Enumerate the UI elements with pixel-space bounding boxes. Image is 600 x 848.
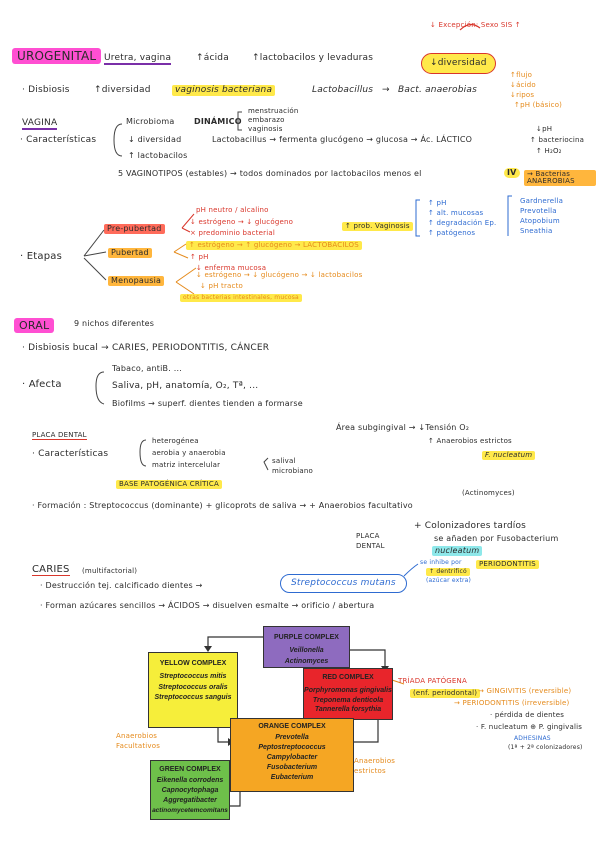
vagina-ph-2: ↑ bacteriocina: [530, 136, 585, 144]
gingivitis: → GINGIVITIS (reversible): [478, 687, 572, 695]
oral-title: ORAL: [14, 318, 54, 333]
se-anaden: se añaden por Fusobacterium: [434, 534, 559, 543]
pre-2: ↓ estrógeno → ↓ glucógeno: [190, 218, 294, 226]
orange-title: ORANGE COMPLEX: [258, 723, 326, 730]
afecta-3: Biofilms → superf. dientes tienden a formarse: [112, 399, 303, 408]
fnuc-pging: · F. nucleatum ⊕ P. gingivalis: [476, 723, 583, 731]
yellow-species: Streptococcus mitis: [159, 673, 227, 680]
caries-note: (multifactorial): [82, 567, 138, 575]
caries-2: · Forman azúcares sencillos → ÁCIDOS → disuelven esmalte → orificio / abertura: [40, 601, 375, 610]
vagina-tipo-iv: IV: [504, 168, 520, 178]
vagina-tipos: 5 VAGINOTIPOS (estables) → todos dominados por lactobacilos menos el: [118, 169, 422, 178]
uro-note-4: ↑pH (básico): [514, 101, 563, 109]
red-species: Treponema denticola: [312, 696, 384, 704]
pre-3: × predominio bacterial: [190, 229, 276, 237]
purple-title: PURPLE COMPLEX: [274, 634, 339, 641]
vagina-fermenta: Lactobacillus → fermenta glucógeno → glucosa → Ác. LÁCTICO: [212, 135, 473, 144]
strep-mutans: Streptococcus mutans: [280, 574, 407, 593]
uro-diversity: ↓diversidad: [421, 53, 496, 74]
formacion: · Formación : Streptococcus (dominante) + glicoprots de saliva → + Anaerobios facultativo: [32, 501, 413, 510]
afecta-1: Tabaco, antiB. ...: [112, 364, 182, 373]
area-fnuc: F. nucleatum: [482, 451, 535, 460]
placa-item-3: matriz intercelular: [152, 461, 221, 469]
yellow-title: YELLOW COMPLEX: [159, 660, 227, 667]
uro-lactobacillus: Lactobacillus: [312, 85, 374, 95]
anaerobe-1: Gardnerella: [520, 197, 564, 205]
orange-species: Fusobacterium: [266, 764, 318, 771]
placa-label: PLACA DENTAL: [32, 431, 87, 439]
vagina-dinamico: DINÁMICO: [194, 117, 242, 126]
base-patogenica: BASE PATOGÉNICA CRÍTICA: [116, 480, 222, 489]
green-species: Aggregatibacter: [163, 797, 217, 804]
vagina-caracteristicas: · Características: [20, 135, 97, 145]
oral-nichos: 9 nichos diferentes: [74, 319, 155, 328]
stage-prepubertad: Pre-pubertad: [104, 224, 165, 234]
vagina-cause-2: embarazo: [248, 116, 285, 124]
inhibe-2: ↑ dentrificó: [426, 568, 470, 576]
uro-disbiosis-div: ↑diversidad: [94, 85, 151, 95]
purple-species: Actinomyces: [284, 657, 329, 665]
vagina-tipo-iv-result: → Bacterias ANAEROBIAS: [524, 170, 596, 186]
meno-mid: ↓ enferma mucosa: [196, 264, 267, 272]
anaerob-est-1: Anaerobios: [354, 757, 396, 765]
tardios: + Colonizadores tardíos: [414, 521, 527, 531]
prob-3: ↑ degradación Ep.: [428, 219, 497, 227]
adhesinas: ADHESINAS: [514, 735, 551, 742]
uro-note-2: ↓ácido: [510, 81, 536, 89]
meno-4: otras bacterias intestinales, mucosa: [180, 294, 302, 302]
orange-species: Peptostreptococcus: [258, 744, 326, 751]
triada-2: (enf. periodontal): [410, 689, 480, 698]
periodontitis-tag: PERIODONTITIS: [476, 560, 539, 569]
adhesinas-2: (1ª + 2ª colonizadores): [508, 744, 583, 751]
green-species: Eikenella corrodens: [156, 777, 224, 784]
green-title: GREEN COMPLEX: [159, 766, 221, 773]
pub-1: ↑ estrógeno → ↑ glucógeno → LACTOBACILOS: [186, 241, 362, 250]
yellow-species: Streptococcus oralis: [158, 683, 228, 691]
uro-disbiosis-label: · Disbiosis: [22, 85, 70, 95]
uro-anaerobias: Bact. anaerobias: [398, 85, 477, 95]
periodontitis-note: → PERIODONTITIS (irreversible): [454, 699, 570, 707]
prob-vaginosis: ↑ prob. Vaginosis: [342, 222, 413, 231]
saliva-2: microbiano: [272, 467, 314, 475]
red-title: RED COMPLEX: [322, 674, 374, 681]
uro-arrow: →: [382, 85, 390, 95]
anaerob-est-2: estrictos: [354, 767, 386, 775]
inhibe-1: se inhibe por: [420, 559, 462, 566]
orange-species: Prevotella: [275, 734, 309, 741]
prob-2: ↑ alt. mucosas: [428, 209, 484, 217]
orange-species: Campylobacter: [266, 754, 318, 761]
prob-1: ↑ pH: [428, 199, 447, 207]
perdida: · pérdida de dientes: [490, 711, 565, 719]
orange-species: Eubacterium: [270, 774, 314, 781]
vagina-cause-1: menstruación: [248, 107, 299, 115]
uro-sites: Uretra, vagina: [104, 53, 172, 63]
actinomyces: (Actinomyces): [462, 489, 515, 497]
uro-note-1: ↑flujo: [510, 71, 533, 79]
yellow-species: Streptococcus sanguis: [154, 694, 232, 701]
green-species: Capnocytophaga: [161, 787, 219, 794]
anaerob-fac-2: Facultativos: [116, 742, 161, 750]
stage-pubertad: Pubertad: [108, 248, 152, 258]
stage-menopausia: Menopausia: [108, 276, 164, 286]
vagina-ph-3: ↑ H₂O₂: [536, 147, 562, 155]
triada: TRÍADA PATÓGENA: [398, 677, 467, 685]
anaerobe-4: Sneathia: [520, 227, 553, 235]
uro-acid: ↑ácida: [196, 53, 229, 63]
vagina-low-div: ↓ diversidad: [128, 135, 182, 144]
oral-disbiosis: · Disbiosis bucal → CARIES, PERIODONTITIS, CÁNCER: [22, 343, 270, 353]
anaerob-fac-1: Anaerobios: [116, 732, 158, 740]
anaerobe-3: Atopobium: [520, 217, 560, 225]
caries-1: · Destrucción tej. calcificado dientes →: [40, 581, 203, 590]
saliva-1: salival: [272, 457, 296, 465]
vagina-microbioma: Microbioma: [126, 117, 175, 126]
anaerobe-2: Prevotella: [520, 207, 557, 215]
uro-lactobacilos: ↑lactobacilos y levaduras: [252, 53, 374, 63]
etapas-label: · Etapas: [20, 251, 63, 262]
meno-3: ↓ pH tracto: [200, 282, 244, 290]
urogenital-title: UROGENITAL: [12, 48, 101, 64]
nucleatum: nucleatum: [432, 546, 482, 556]
meno-2: ↓ estrógeno → ↓ glucógeno → ↓ lactobacilos: [196, 271, 363, 279]
pub-mid: ↑ pH: [190, 253, 209, 261]
area-anaerobios: ↑ Anaerobios estrictos: [428, 437, 512, 445]
prob-4: ↑ patógenos: [428, 229, 476, 237]
uro-note-3: ↓ripos: [510, 91, 535, 99]
vagina-lactobacilos: ↑ lactobacilos: [128, 151, 188, 160]
uro-vaginosis: vaginosis bacteriana: [172, 85, 275, 96]
red-species: Porphyromonas gingivalis: [304, 687, 392, 694]
uro-note-top: ↓ Excepción: Sexo SIS ↑: [430, 21, 521, 29]
afecta-2: Saliva, pH, anatomía, O₂, Tª, ...: [112, 381, 259, 391]
placa-dental-1: PLACA: [356, 532, 380, 540]
placa-item-1: heterogénea: [152, 437, 199, 445]
caries-title: CARIES: [32, 564, 70, 575]
vagina-label: VAGINA: [22, 118, 58, 128]
green-species: actinomycetemcomitans: [152, 807, 228, 814]
vagina-ph-1: ↓pH: [536, 125, 553, 133]
placa-item-2: aerobia y anaerobia: [152, 449, 226, 457]
oral-afecta: · Afecta: [22, 379, 62, 390]
inhibe-3: (azúcar extra): [426, 577, 472, 584]
area-subgingival: Área subgingival → ↓Tensión O₂: [336, 423, 470, 432]
purple-species: Veillonella: [289, 647, 324, 654]
vagina-cause-3: vaginosis: [248, 125, 283, 133]
red-species: Tannerella forsythia: [314, 706, 382, 713]
pre-1: pH neutro / alcalino: [196, 206, 269, 214]
placa-caract: · Características: [32, 449, 109, 459]
placa-dental-2: DENTAL: [356, 542, 385, 550]
